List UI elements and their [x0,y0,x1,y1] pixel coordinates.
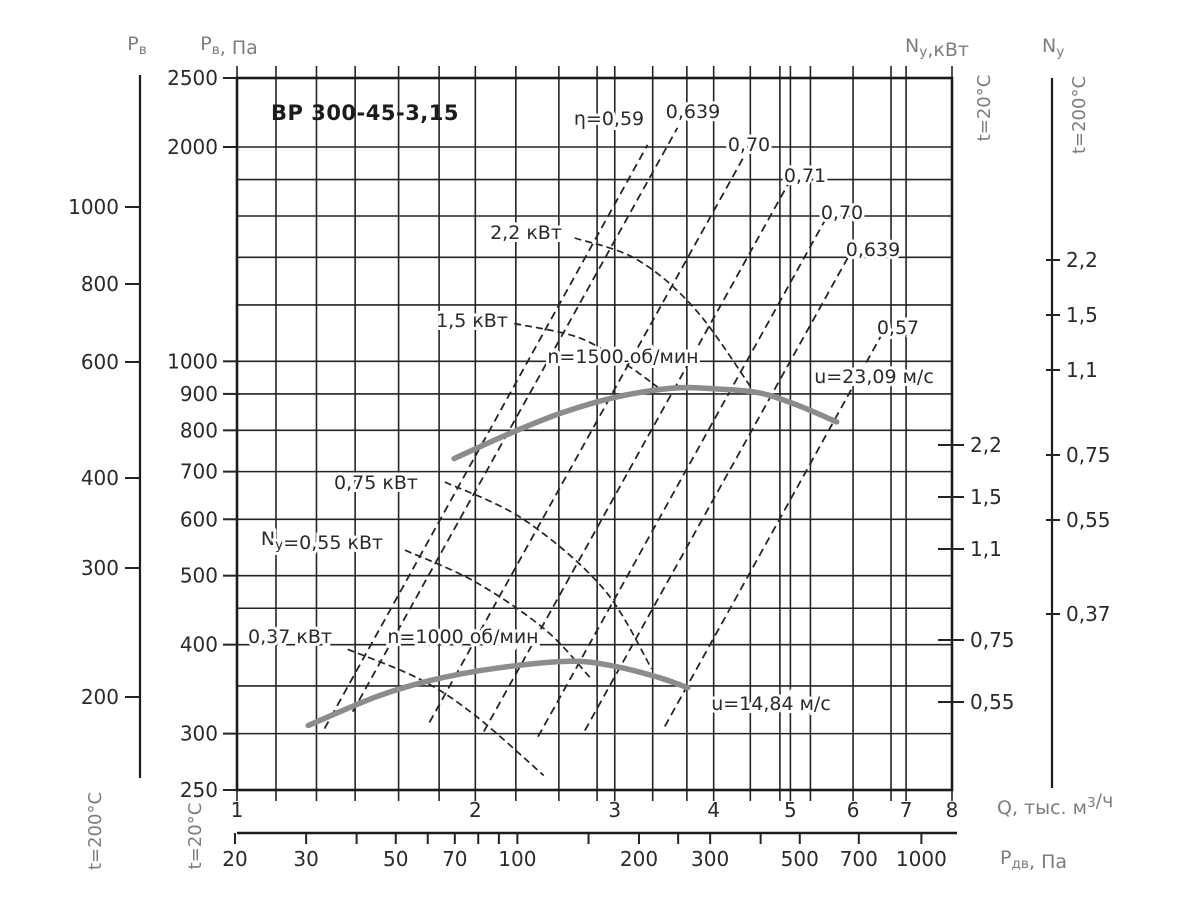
axis-power-200 [1042,35,1111,788]
axis-pressure-20 [167,33,258,869]
annotation: n=1000 об/мин [387,626,539,648]
tick-label: 7 [899,798,913,822]
tick-label: 400 [80,466,119,490]
temp-note-20-right: t=20°С [974,74,995,142]
tick-label: 1,5 [970,485,1002,509]
temp-note-200-left: t=200°С [85,791,106,871]
tick-label: 500 [179,563,218,588]
tick-label: 5 [784,798,797,822]
axis-dynamic-pressure [222,833,1067,873]
chart-title: ВР 300-45-3,15 [271,101,460,125]
tick-label: 600 [179,507,218,532]
tick-label: 0,55 [1066,508,1111,532]
tick-label: 4 [707,798,721,822]
tick-label: 2,2 [970,433,1002,457]
tick-label: 1 [230,798,244,822]
tick-label: 1,5 [1066,303,1098,327]
tick-label: 6 [846,798,860,822]
axis-title-pv: $P_в$ [127,33,147,58]
annotation: 1,5 кВт [436,310,508,332]
annotation: $N_у=0,55$ кВт [260,528,384,554]
axis-title-q: Q, тыс. $м^3/ч$ [997,790,1114,819]
tick-label: 600 [80,350,119,374]
tick-label: 700 [839,847,878,871]
axis-title-pw: $P_в$, Па [200,33,258,59]
tick-label: 3 [608,798,622,822]
annotation: 0,71 [783,165,827,187]
tick-label: 70 [442,847,468,871]
fan-curve-n1000 [308,661,688,725]
axis-title-pdv: $P_{дв}$, Па [1000,847,1067,873]
tick-label: 2500 [167,66,218,90]
annotation: 0,70 [727,134,771,156]
axis-title-ny200: $N_у$ [1042,35,1065,60]
annotations [248,101,934,715]
tick-label: 1000 [68,195,119,219]
efficiency-line [484,180,791,732]
efficiency-line [538,215,828,737]
tick-label: 50 [383,847,409,871]
tick-label: 2 [468,798,482,822]
tick-label: 700 [179,459,218,484]
annotation: u=14,84 м/с [711,693,831,715]
tick-label: 250 [179,778,218,802]
tick-label: 200 [80,685,119,709]
temp-note-200-right: t=200°С [1069,75,1090,155]
annotation: η=0,59 [573,108,645,130]
tick-label: 1000 [167,349,218,374]
annotation: 0,639 [665,101,721,123]
tick-label: 800 [80,272,119,296]
tick-label: 0,55 [970,690,1015,714]
annotation: 0,37 кВт [248,626,332,648]
efficiency-line [585,250,852,730]
axis-title-ny20: $N_у,кВт$ [905,35,969,61]
plot-grid [237,66,952,801]
tick-label: 1,1 [1066,358,1098,382]
tick-label: 300 [691,847,730,871]
annotation: u=23,09 м/с [814,366,934,388]
tick-label: 0,75 [970,628,1015,652]
power-curve [575,238,755,392]
annotation: 0,70 [820,202,864,224]
tick-label: 200 [619,847,659,871]
tick-label: 1,1 [970,537,1002,561]
tick-label: 100 [498,847,537,871]
annotation: 0,75 кВт [334,472,418,494]
tick-label: 30 [293,847,319,871]
tick-label: 800 [179,418,218,443]
annotation: 0,57 [876,317,920,339]
tick-label: 2000 [167,134,218,159]
tick-label: 8 [945,798,959,822]
tick-label: 1000 [895,847,947,871]
tick-label: 20 [222,847,248,871]
axis-flow [231,790,1114,822]
tick-label: 300 [80,556,119,580]
axis-pressure-200 [68,33,147,870]
plot-border [237,78,952,790]
temp-note-20-left: t=20°С [185,802,206,870]
tick-label: 0,37 [1066,602,1111,626]
annotation: 2,2 кВт [490,222,562,244]
tick-label: 900 [179,381,218,406]
tick-label: 0,75 [1066,443,1111,467]
tick-label: 400 [179,632,218,657]
tick-label: 500 [780,847,819,871]
tick-label: 2,2 [1066,248,1098,272]
annotation: 0,639 [845,239,901,261]
annotation: n=1500 об/мин [547,346,699,368]
tick-label: 300 [179,721,218,746]
